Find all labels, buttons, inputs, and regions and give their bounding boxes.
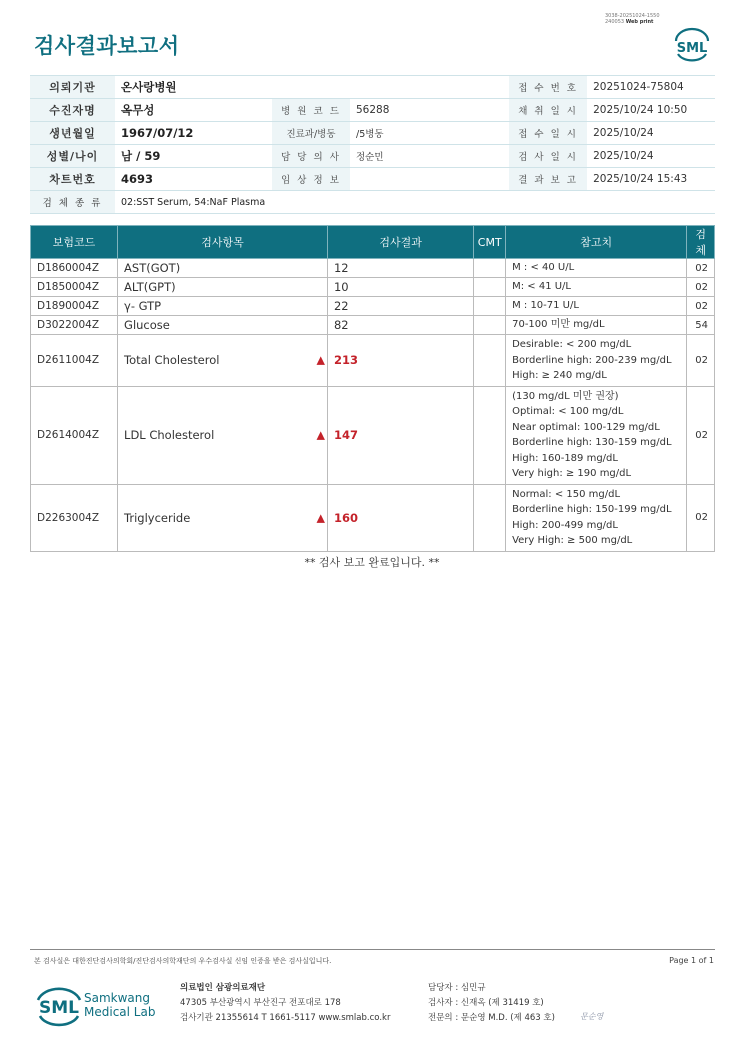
cmt-value: [474, 278, 506, 297]
completion-note: ** 검사 보고 완료입니다. **: [304, 556, 440, 569]
footer-logo-line2: Medical Lab: [84, 1005, 156, 1019]
cmt-value: [474, 259, 506, 278]
insurance-code: D1850004Z: [31, 278, 118, 297]
insurance-code: D2614004Z: [31, 386, 118, 484]
test-item: [118, 259, 328, 278]
org-address: 47305 부산광역시 부산진구 전포대로 178: [180, 998, 341, 1008]
test-item: [118, 278, 328, 297]
birth-value: 1967/07/12: [115, 122, 272, 145]
reference-line: M: < 41 U/L: [512, 281, 571, 293]
test-item: [118, 335, 328, 387]
reference-line: High: ≥ 240 mg/dL: [512, 370, 607, 381]
col-ref: 참고치: [506, 226, 687, 259]
reference-line: Very High: ≥ 500 mg/dL: [512, 535, 633, 546]
staff-info: [428, 981, 555, 1026]
test-item: [118, 297, 328, 316]
reference-line: Desirable: < 200 mg/dL: [512, 339, 632, 350]
dept-label: 진료과/병동: [272, 122, 350, 145]
test-item: [118, 484, 328, 551]
name-label: 수진자명: [30, 99, 115, 122]
test-item-label: AST(GOT): [124, 261, 181, 275]
test-value: 213: [327, 335, 473, 387]
test-item-label: Triglyceride: [124, 510, 191, 525]
page-title: 검사결과보고서: [34, 34, 180, 58]
test-value: 147: [327, 386, 473, 484]
reference-range: [506, 297, 687, 316]
receipt-no-value: 20251024-75804: [587, 76, 715, 99]
reference-range: [506, 259, 687, 278]
specimen-code: 02: [687, 259, 715, 278]
chart-value: 4693: [115, 168, 272, 191]
received-label: 접 수 일 시: [509, 122, 587, 145]
specimen-code: 02: [687, 278, 715, 297]
receipt-no-label: 접 수 번 호: [509, 76, 587, 99]
test-item-label: ALT(GPT): [124, 280, 176, 294]
patient-info-table: [30, 75, 715, 214]
org-name: 의료법인 삼광의료재단: [180, 983, 266, 993]
reference-range: [506, 316, 687, 335]
specimen-code: 02: [687, 484, 715, 551]
reference-line: Very high: ≥ 190 mg/dL: [512, 468, 632, 479]
test-item-label: Total Cholesterol: [124, 353, 220, 368]
cmt-value: [474, 386, 506, 484]
page-number: Page 1 of 1: [669, 956, 714, 965]
received-value: 2025/10/24: [587, 122, 715, 145]
test-value: 10: [327, 278, 473, 297]
doctor-value: 정순민: [350, 145, 509, 168]
specimen-code: 54: [687, 316, 715, 335]
insurance-code: D1860004Z: [31, 259, 118, 278]
reference-line: M : 10-71 U/L: [512, 300, 579, 312]
staff-tester: 검사자 : 신재옥 (제 31419 호): [428, 998, 544, 1008]
test-value: 82: [327, 316, 473, 335]
cmt-value: [474, 484, 506, 551]
tested-label: 검 사 일 시: [509, 145, 587, 168]
print-id: 3038-20251024-1550 240053 Web print: [605, 13, 660, 25]
footer-divider: [30, 949, 715, 950]
col-specimen: 검체: [687, 226, 715, 259]
birth-label: 생년월일: [30, 122, 115, 145]
sex-age-label: 성별/나이: [30, 145, 115, 168]
hospital-code-value: 56288: [350, 99, 509, 122]
insurance-code: D3022004Z: [31, 316, 118, 335]
specimen-label: 검 체 종 류: [30, 191, 115, 214]
col-item: 검사항목: [118, 226, 328, 259]
footer-logo-line1: Samkwang: [84, 991, 150, 1005]
specimen-value: 02:SST Serum, 54:NaF Plasma: [115, 191, 715, 214]
insurance-code: D1890004Z: [31, 297, 118, 316]
reference-line: 70-100 미만 mg/dL: [512, 319, 605, 331]
table-row: [31, 386, 715, 484]
cmt-value: [474, 316, 506, 335]
reference-line: Borderline high: 150-199 mg/dL: [512, 504, 672, 515]
hospital-code-label: 병 원 코 드: [272, 99, 350, 122]
reference-line: Optimal: < 100 mg/dL: [512, 406, 624, 417]
dept-value: /5병동: [350, 122, 509, 145]
specimen-code: 02: [687, 386, 715, 484]
high-flag-icon: ▲: [316, 353, 325, 367]
staff-specialist: 전문의 : 문순영 M.D. (제 463 호): [428, 1013, 555, 1023]
insurance-code: D2611004Z: [31, 335, 118, 387]
high-flag-icon: ▲: [316, 511, 325, 524]
table-row: [31, 316, 715, 335]
organization-info: [180, 981, 390, 1026]
reference-range: [506, 386, 687, 484]
reference-line: Near optimal: 100-129 mg/dL: [512, 421, 660, 433]
staff-manager: 담당자 : 심민규: [428, 983, 486, 993]
table-row: [31, 297, 715, 316]
clinical-value: [350, 168, 509, 191]
logo-text: SML: [676, 41, 708, 56]
samkwang-logo-icon: [34, 980, 184, 1028]
sex-age-value: 남 / 59: [115, 145, 272, 168]
reference-line: M : < 40 U/L: [512, 262, 575, 274]
test-item: [118, 386, 328, 484]
test-value: 160: [327, 484, 473, 551]
name-value: 옥무성: [115, 99, 272, 122]
clinical-label: 임 상 정 보: [272, 168, 350, 191]
collected-label: 채 취 일 시: [509, 99, 587, 122]
high-flag-icon: ▲: [316, 428, 325, 442]
reference-line: Normal: < 150 mg/dL: [512, 488, 621, 500]
reference-line: Borderline high: 200-239 mg/dL: [512, 354, 672, 366]
test-item: [118, 316, 328, 335]
table-row: [31, 335, 715, 387]
cmt-value: [474, 335, 506, 387]
reference-line: Borderline high: 130-159 mg/dL: [512, 437, 672, 448]
tested-value: 2025/10/24: [587, 145, 715, 168]
test-item-label: Glucose: [124, 318, 170, 332]
test-item-label: LDL Cholesterol: [124, 428, 215, 442]
footer-logo-main: SML: [39, 998, 79, 1018]
accreditation-note: 본 검사실은 대한진단검사의학회/진단검사의학재단의 우수검사실 신임 인증을 받은 검사실입니다.: [34, 957, 332, 965]
signature: 문순영: [580, 1012, 604, 1021]
reference-line: High: 160-189 mg/dL: [512, 452, 618, 464]
org-contact: 검사기관 21355614 T 1661-5117 www.smlab.co.kr: [180, 1013, 391, 1023]
table-row: [31, 259, 715, 278]
insurance-code: D2263004Z: [31, 484, 118, 551]
sml-logo-icon: [672, 26, 712, 62]
collected-value: 2025/10/24 10:50: [587, 99, 715, 122]
reported-value: 2025/10/24 15:43: [587, 168, 715, 191]
specimen-code: 02: [687, 297, 715, 316]
test-value: 22: [327, 297, 473, 316]
table-row: [31, 278, 715, 297]
col-cmt: CMT: [474, 226, 506, 259]
reported-label: 결 과 보 고: [509, 168, 587, 191]
doctor-label: 담 당 의 사: [272, 145, 350, 168]
requester-label: 의뢰기관: [30, 76, 115, 99]
reference-range: [506, 278, 687, 297]
reference-line: (130 mg/dL 미만 권장): [512, 390, 619, 402]
results-table: [30, 225, 715, 552]
reference-line: High: 200-499 mg/dL: [512, 519, 618, 531]
cmt-value: [474, 297, 506, 316]
chart-label: 차트번호: [30, 168, 115, 191]
test-value: 12: [327, 259, 473, 278]
reference-range: [506, 484, 687, 551]
col-value: 검사결과: [327, 226, 473, 259]
requester-value: 온사랑병원: [115, 76, 509, 99]
reference-range: [506, 335, 687, 387]
specimen-code: 02: [687, 335, 715, 387]
table-row: [31, 484, 715, 551]
test-item-label: γ- GTP: [124, 299, 162, 313]
col-code: 보험코드: [31, 226, 118, 259]
